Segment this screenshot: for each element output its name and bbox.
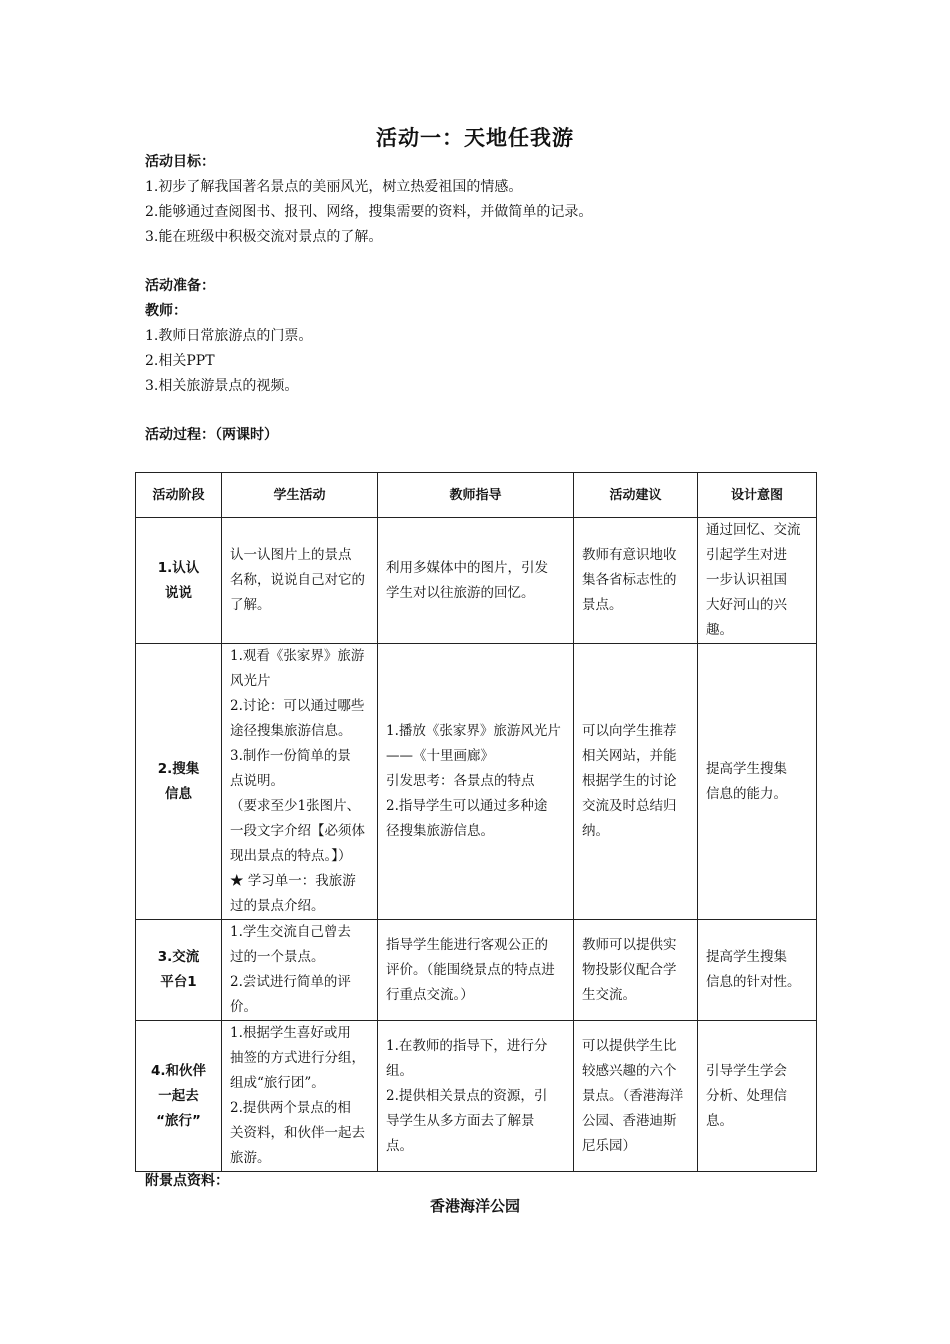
cell-student: [222, 518, 378, 644]
cell-line: 息。: [706, 1112, 733, 1129]
cell-line: 评价。（能围绕景点的特点进: [386, 961, 555, 978]
table-header-row: [136, 473, 817, 518]
cell-line: 2.指导学生可以通过多种途: [386, 798, 548, 814]
cell-line: 通过回忆、交流: [706, 522, 801, 538]
cell-line: 导学生从多方面去了解景: [386, 1112, 535, 1129]
appendix-subtitle: 香港海洋公园: [429, 1197, 520, 1215]
cell-line: 3.制作一份简单的景: [230, 748, 351, 764]
cell-line: 2.提供相关景点的资源，引: [386, 1087, 548, 1104]
cell-student: [222, 920, 378, 1021]
cell-line: 趣。: [706, 622, 733, 638]
cell-line: 物投影仪配合学: [582, 961, 677, 978]
table-row: [136, 920, 817, 1021]
cell-line: 风光片: [230, 673, 271, 689]
column-header: 学生活动: [222, 473, 378, 518]
cell-line: 点。: [386, 1137, 413, 1154]
goal-item: 1.初步了解我国著名景点的美丽风光，树立热爱祖国的情感。: [145, 179, 523, 195]
cell-line: 可以向学生推荐: [582, 723, 677, 739]
cell-line: 信息: [165, 785, 192, 802]
cell-line: ——《十里画廊》: [386, 748, 494, 764]
cell-line: 景点。（香港海洋: [582, 1087, 684, 1104]
cell-line: 教师可以提供实: [582, 936, 677, 953]
cell-line: 交流及时总结归: [582, 798, 677, 814]
cell-line: 指导学生能进行客观公正的: [386, 936, 548, 953]
prep-item: 1.教师日常旅游点的门票。: [145, 328, 313, 344]
cell-line: 可以提供学生比: [582, 1037, 677, 1054]
goals-section: [145, 150, 845, 250]
cell-line: 较感兴趣的六个: [582, 1062, 677, 1079]
cell-teacher: [378, 518, 574, 644]
cell-line: 价。: [230, 999, 257, 1015]
cell-line: 认一认图片上的景点: [230, 547, 352, 563]
cell-line: 行重点交流。）: [386, 986, 474, 1003]
cell-line: 分析、处理信: [706, 1087, 787, 1104]
cell-line: 大好河山的兴: [706, 597, 787, 613]
cell-line: 2.尝试进行简单的评: [230, 974, 351, 990]
cell-line: 2.提供两个景点的相: [230, 1100, 351, 1116]
cell-intent: [698, 518, 817, 644]
cell-line: 一步认识祖国: [706, 572, 787, 588]
activity-table: [135, 472, 817, 1172]
cell-line: （要求至少1张图片、: [230, 798, 361, 814]
cell-teacher: [378, 920, 574, 1021]
cell-line: 公园、香港迪斯: [582, 1112, 677, 1129]
cell-line: 旅游。: [230, 1150, 271, 1166]
cell-intent: [698, 644, 817, 920]
cell-line: 1.在教师的指导下，进行分: [386, 1037, 548, 1054]
page-title: 活动一：天地任我游: [376, 126, 574, 150]
cell-line: 纳。: [582, 823, 609, 839]
cell-teacher: [378, 1021, 574, 1172]
cell-line: 信息的针对性。: [706, 974, 801, 990]
cell-teacher: [378, 644, 574, 920]
cell-line: 尼乐园）: [582, 1137, 636, 1154]
column-header: 教师指导: [378, 473, 574, 518]
cell-advice: [574, 920, 698, 1021]
goal-item: 3.能在班级中积极交流对景点的了解。: [145, 229, 383, 245]
cell-line: 学生对以往旅游的回忆。: [386, 584, 535, 601]
prep-item: 2.相关PPT: [145, 353, 215, 369]
cell-line: 引发思考：各景点的特点: [386, 773, 535, 789]
goals-heading: 活动目标：: [145, 154, 215, 170]
cell-line: 组。: [386, 1062, 413, 1079]
cell-stage: [136, 1021, 222, 1172]
cell-line: 现出景点的特点。】）: [230, 848, 352, 864]
cell-line: 说说: [165, 584, 192, 601]
table-row: [136, 644, 817, 920]
cell-line: 引起学生对进: [706, 547, 787, 563]
appendix-heading: 附景点资料：: [145, 1173, 229, 1189]
cell-intent: [698, 920, 817, 1021]
cell-line: 利用多媒体中的图片，引发: [386, 559, 548, 576]
cell-line: 一段文字介绍【必须体: [230, 823, 365, 839]
prep-section: [145, 274, 845, 399]
cell-line: 过的一个景点。: [230, 949, 325, 965]
cell-student: [222, 644, 378, 920]
cell-line: 引导学生学会: [706, 1062, 787, 1079]
cell-line: 1.根据学生喜好或用: [230, 1025, 351, 1041]
cell-line: 3.交流: [157, 949, 200, 965]
cell-line: 2.讨论：可以通过哪些: [230, 698, 365, 714]
cell-line: 点说明。: [230, 773, 284, 789]
process-section: [145, 423, 845, 448]
cell-line: 1.认认: [157, 559, 200, 576]
cell-line: 教师有意识地收: [582, 547, 677, 563]
cell-line: 相关网站，并能: [582, 748, 677, 764]
prep-item: 3.相关旅游景点的视频。: [145, 378, 299, 394]
goal-item: 2.能够通过查阅图书、报刊、网络，搜集需要的资料，并做简单的记录。: [145, 204, 593, 220]
cell-line: 途径搜集旅游信息。: [230, 723, 352, 739]
cell-line: 集各省标志性的: [582, 572, 677, 588]
cell-line: 了解。: [230, 597, 271, 613]
cell-line: 一起去: [158, 1087, 199, 1104]
cell-line: 根据学生的讨论: [582, 773, 677, 789]
cell-line: 径搜集旅游信息。: [386, 823, 494, 839]
cell-intent: [698, 1021, 817, 1172]
cell-line: “旅行”: [156, 1112, 201, 1129]
cell-line: 组成“旅行团”。: [230, 1075, 325, 1091]
cell-stage: [136, 920, 222, 1021]
cell-line: 抽签的方式进行分组，: [230, 1050, 365, 1066]
cell-line: 平台1: [160, 974, 197, 990]
process-heading: 活动过程：（两课时）: [145, 427, 278, 443]
cell-line: ★ 学习单一：我旅游: [230, 873, 356, 889]
column-header: 设计意图: [698, 473, 817, 518]
cell-line: 1.观看《张家界》旅游: [230, 648, 365, 664]
cell-stage: [136, 644, 222, 920]
cell-line: 名称，说说自己对它的: [230, 572, 365, 588]
cell-student: [222, 1021, 378, 1172]
cell-advice: [574, 518, 698, 644]
column-header: 活动阶段: [136, 473, 222, 518]
cell-line: 1.播放《张家界》旅游风光片: [386, 723, 561, 739]
table-row: [136, 518, 817, 644]
cell-line: 生交流。: [582, 986, 636, 1003]
cell-line: 1.学生交流自己曾去: [230, 924, 351, 940]
cell-line: 提高学生搜集: [706, 949, 787, 965]
cell-advice: [574, 644, 698, 920]
cell-line: 2.搜集: [157, 760, 200, 777]
cell-line: 关资料，和伙伴一起去: [230, 1125, 365, 1141]
cell-line: 过的景点介绍。: [230, 898, 325, 914]
teacher-label: 教师：: [145, 303, 187, 319]
cell-stage: [136, 518, 222, 644]
column-header: 活动建议: [574, 473, 698, 518]
table-row: [136, 1021, 817, 1172]
cell-line: 信息的能力。: [706, 785, 787, 802]
cell-advice: [574, 1021, 698, 1172]
cell-line: 景点。: [582, 597, 623, 613]
prep-heading: 活动准备：: [145, 278, 215, 294]
cell-line: 4.和伙伴: [150, 1062, 207, 1079]
cell-line: 提高学生搜集: [706, 760, 787, 777]
